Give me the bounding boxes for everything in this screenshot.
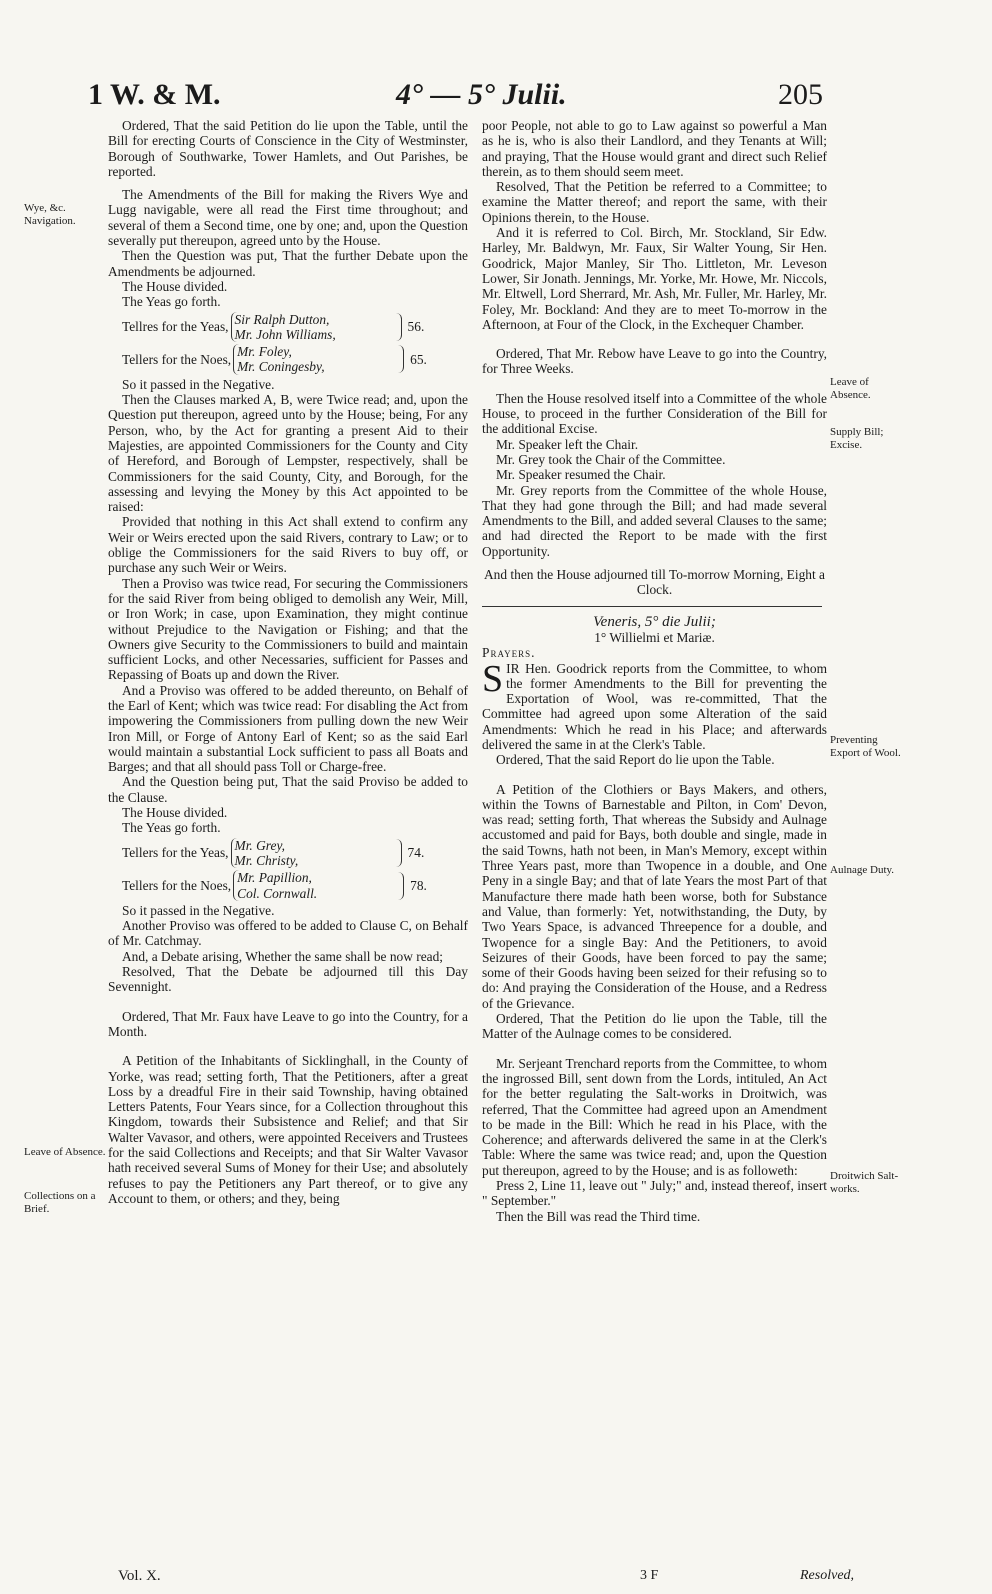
margin-note-leave-absence-2: Leave of Absence.	[830, 376, 871, 401]
drop-cap: S	[482, 657, 504, 700]
tellers-noes-2: Tellers for the Noes, Mr. Papillion, Col. Cornwall. 78.	[122, 870, 427, 901]
paragraph: Mr. Serjeant Trenchard reports from the Committee, to whom the ingrossed Bill, sent down from the Lords, intituled, An Act for the better regulating the Salt-works in Droitwich, was referred, That the Committee had agreed upon an Amendment to be made in the Bill: Which he read in his Place, with the Coherence; and afterwards delivered the same in at the Clerk's Table: Where the same was twice read; and, upon the Question put thereupon, agreed to by the House; and is as followeth:	[482, 1055, 827, 1178]
paragraph: Press 2, Line 11, leave out " July;" and, instead thereof, insert " September."	[482, 1178, 827, 1209]
paragraph: And the Question being put, That the said Proviso be added to the Clause.	[108, 774, 468, 805]
paragraph: Ordered, That Mr. Rebow have Leave to go into the Country, for Three Weeks.	[482, 346, 827, 377]
catchword: Resolved,	[800, 1568, 855, 1583]
paragraph: Another Proviso was offered to be added to Clause C, on Behalf of Mr. Catchmay.	[108, 918, 468, 949]
paragraph: The Yeas go forth.	[122, 294, 221, 310]
paragraph: So it passed in the Negative.	[122, 902, 275, 918]
paragraph: So it passed in the Negative.	[122, 376, 275, 392]
paragraph: Provided that nothing in this Act shall extend to confirm any Weir or Weirs erected upon the said Rivers, contrary to Law; or to oblige the Commissioners for the said Rivers to buy off, or purchase any such Weir or Weirs.	[108, 514, 468, 576]
paragraph: The House divided.	[122, 278, 228, 294]
paragraph: And, a Debate arising, Whether the same shall be now read;	[122, 948, 444, 964]
paragraph: Resolved, That the Petition be referred to a Committee; to examine the Matter thereof; and report the same, with their Opinions therein, to the House.	[482, 179, 827, 225]
paragraph: Ordered, That Mr. Faux have Leave to go into the Country, for a Month.	[108, 1008, 468, 1039]
paragraph: Then a Proviso was twice read, For securing the Commissioners for the said River from being obliged to demolish any Weir, Mill, or Iron Work; in case, upon Examination, they might continue without Prejudice to the Navigation or Fishing; and that the Owners give Security to the Commissioners to build and maintain sufficient Locks, and other Necessaries, sufficient for Passes and Repassing of Boats up and down the River.	[108, 575, 468, 683]
paragraph: SIR Hen. Goodrick reports from the Committee, to whom the former Amendments to the Bill for preventing the Exportation of Wool, was re-committed, That the Committee had agreed upon some Alteration of the said Amendments: Which he read in his Place; and afterwards delivered the same in at the Clerk's Table.	[482, 657, 827, 752]
paragraph: Mr. Grey reports from the Committee of the whole House, That they had gone through the Bill; and had made several Amendments to the Bill, and added several Clauses to the same; and had directed the Report to be made with the first Opportunity.	[482, 482, 827, 559]
margin-note-droitwich: Droitwich Salt-works.	[830, 1170, 899, 1195]
margin-note-aulnage: Aulnage Duty.	[830, 864, 895, 876]
page-number: 205	[778, 78, 823, 111]
margin-note-wye: Wye, &c. Navigation.	[24, 202, 76, 227]
paragraph: Then the House resolved itself into a Committee of the whole House, to proceed in the further Consideration of the Bill for the additional Excise.	[482, 390, 827, 437]
paragraph: Mr. Speaker left the Chair.	[496, 436, 639, 452]
paragraph: Ordered, That the said Petition do lie upon the Table, until the Bill for erecting Courts of Conscience in the City of Westminster, Borough of Southwarke, Tower Hamlets, and Out Parishes, be reported.	[108, 118, 468, 179]
paragraph: Ordered, That the said Report do lie upon the Table.	[496, 752, 775, 768]
tellers-noes-1: Tellers for the Noes, Mr. Foley, Mr. Coningesby, 65.	[122, 344, 427, 375]
paragraph: poor People, not able to go to Law against so powerful a Man as he is, who is also their Landlord, and they Tenants at Will; and praying, That the House would grant and direct such Relief therein, as to them should seem meet.	[482, 118, 827, 179]
paragraph: The House divided.	[122, 805, 228, 821]
paragraph: Resolved, That the Debate be adjourned till this Day Sevennight.	[108, 964, 468, 995]
margin-note-leave-absence: Leave of Absence.	[24, 1146, 106, 1158]
page-header	[0, 78, 992, 118]
paragraph: Then the Clauses marked A, B, were Twice read; and, upon the Question put thereupon, agreed unto by the House; being, For any Person, who, by the Act for granting a present Aid to their Majesties, are appointed Commissioners for the County and City of Hereford, and Borough of Lempster, respectively, shall be Commissioners for the said County, City, and Borough, for the assessing and levying the Money by this Act appointed to be raised:	[108, 392, 468, 515]
margin-note-supply-bill: Supply Bill; Excise.	[830, 426, 884, 451]
paragraph: And a Proviso was offered to be added thereunto, on Behalf of the Earl of Kent; which was twice read: For disabling the Act from impowering the Commissioners from pulling down the new Weir Iron Mill, or Forge of Antony Earl of Kent; so as the said Earl would maintain a substantial Lock sufficient to pass all Boats and Barges; and that all should pass Toll or Charge-free.	[108, 682, 468, 775]
paragraph: Mr. Speaker resumed the Chair.	[496, 467, 666, 483]
margin-note-wool: Preventing Export of Wool.	[830, 734, 901, 759]
date-range: 4° — 5° Julii.	[396, 78, 567, 111]
paragraph: And it is referred to Col. Birch, Mr. Stockland, Sir Edw. Harley, Mr. Baldwyn, Mr. Faux, Sir Walter Young, Sir Hen. Goodrick, Major Manley, Sir Tho. Littleton, Mr. Leveson Lower, Sir Jonath. Jennings, Mr. Yorke, Mr. Howe, Mr. Niccols, Mr. Eltwell, Lord Sherrard, Mr. Ash, Mr. Fuller, Mr. Harley, Mr. Foley, Mr. Bockland: And they are to meet To-morrow in the Afternoon, at Four of the Clock, in the Exchequer Chamber.	[482, 225, 827, 332]
paragraph: Ordered, That the Petition do lie upon the Table, till the Matter of the Aulnage comes to be considered.	[482, 1011, 827, 1042]
tellers-yeas-1: Tellres for the Yeas, Sir Ralph Dutton, Mr. John Williams, 56.	[122, 311, 425, 342]
paragraph: Then the Question was put, That the further Debate upon the Amendments be adjourned.	[108, 248, 468, 279]
paragraph: A Petition of the Inhabitants of Sicklinghall, in the County of Yorke, was read; setting forth, That the Petitioners, after a great Loss by a dreadful Fire in their said Township, having obtained Letters Patents, Four Years since, for a Collection throughout this Kingdom, towards their Subsistence and Relief; and that Sir Walter Vavasor, and others, were appointed Receivers and Trustees for the said Collections and Receipts; and that Sir Walter Vavasor hath received several Sums of Money for their Use; and absolutely refuses to pay the Petitioners any Part thereof, or to give any Account to them, or others; and they, being	[108, 1053, 468, 1206]
paragraph: Mr. Grey took the Chair of the Committee.	[496, 451, 726, 467]
paragraph: Then the Bill was read the Third time.	[496, 1208, 701, 1224]
right-column	[482, 118, 827, 1224]
regnal-year: 1 W. & M.	[88, 78, 221, 111]
date-heading: Veneris, 5° die Julii;	[593, 613, 716, 630]
margin-note-collections: Collections on a Brief.	[24, 1190, 96, 1215]
signature-mark: 3 F	[640, 1568, 659, 1583]
left-column	[108, 118, 468, 1206]
volume-label: Vol. X.	[118, 1568, 161, 1584]
paragraph: The Yeas go forth.	[122, 820, 221, 836]
section-divider	[482, 606, 822, 607]
regnal-subheading: 1° Willielmi et Mariæ.	[594, 629, 715, 645]
prayers-heading: Prayers.	[482, 645, 536, 661]
tellers-yeas-2: Tellers for the Yeas, Mr. Grey, Mr. Christy, 74.	[122, 837, 425, 868]
paragraph: The Amendments of the Bill for making the Rivers Wye and Lugg navigable, were all read the First time throughout; and several of them a Second time, one by one; and, upon the Question severally put thereupon, agreed unto by the House.	[108, 187, 468, 249]
paragraph: A Petition of the Clothiers or Bays Makers, and others, within the Towns of Barnestable and Pilton, in Com' Devon, was read; setting forth, That whereas the Subsidy and Aulnage accustomed and paid for Bays, both double and single, made in the said Towns, hath not been, in Man's Memory, except within Three Years past, more than Twopence in a double, and One Peny in a single Bay; and that of late Years the most Part of that Manufacture there made hath been worse, both for Substance and Value, than formerly: Yet, notwithstanding, the Duty, by Two Years Space, is advanced Threepence for a double, and Twopence for a single Bay: And the Petitioners, to avoid Seizures of their Goods, have been forced to pay the same; some of their Goods having been seized for their refusing so to do: And praying the Consideration of the House, and a Redress of the Grievance.	[482, 781, 827, 1011]
paragraph: And then the House adjourned till To-morrow Morning, Eight a Clock.	[484, 567, 825, 598]
